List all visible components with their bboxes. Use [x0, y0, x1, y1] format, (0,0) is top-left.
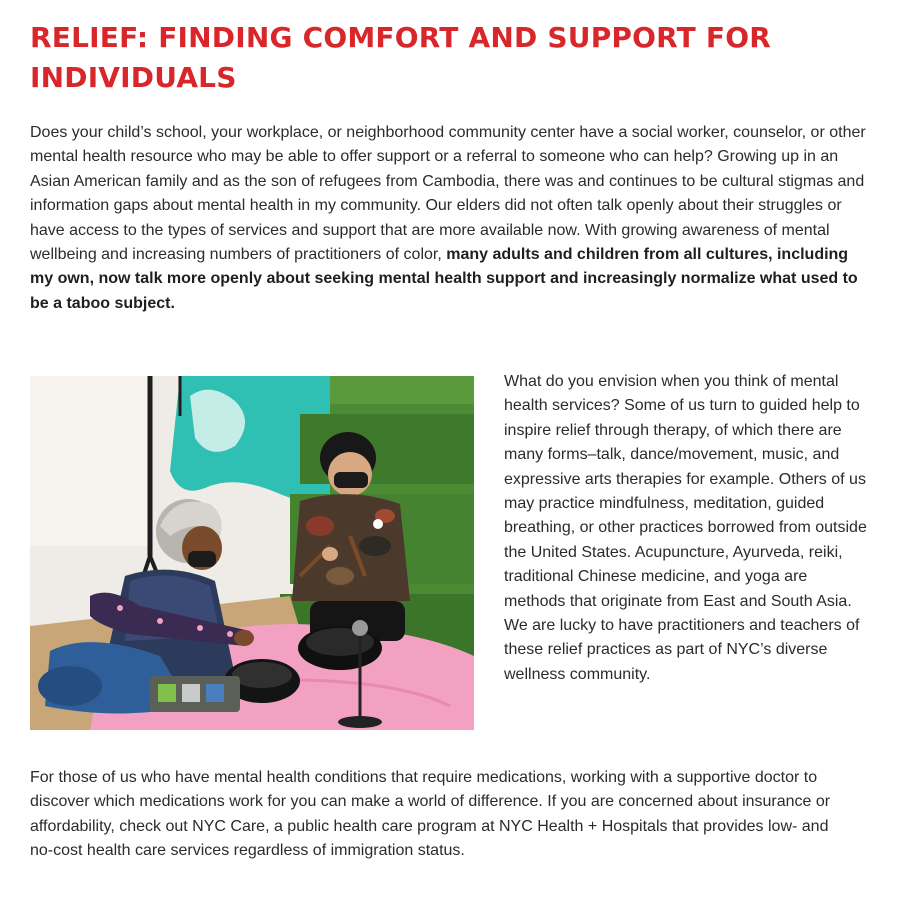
article-title: RELIEF: FINDING COMFORT AND SUPPORT FOR INDIVIDUALS [30, 21, 771, 94]
intro-paragraph-text: Does your child’s school, your workplace, or neighborhood community center have a social worker, counselor, or other mental health resource who may be able to offer support or a referral to someone who can help? Growing up in an Asian American family and as the son of refugees from Cambodia, there was and continues to be cultural stigmas and information gaps about mental health in my community. Our elders did not often talk openly about their struggles or have access to the types of services and support that are more available now. With growing awareness of mental wellbeing and increasing numbers of practitioners of color, [30, 124, 866, 264]
intro-paragraph-bold-text: many adults and children from all cultures, including my own, now talk more openly about seeking mental health support and increasingly normalize what used to be a taboo subject. [30, 246, 858, 312]
sound-therapy-photo [30, 376, 474, 730]
sound-therapy-illustration [30, 376, 474, 730]
therapy-paragraph: What do you envision when you think of mental health services? Some of us turn to guided help to inspire relief through therapy, of which there are many forms–talk, dance/movement, music, and expressive arts therapies for example. Others of us may practice mindfulness, meditation, guided breathing, or other practices borrowed from outside the United States. Acupuncture, Ayurveda, reiki, traditional Chinese medicine, and yoga are methods that originate from East and South Asia. We are lucky to have practitioners and teachers of these relief practices as part of NYC’s diverse wellness community. [504, 373, 867, 683]
medication-paragraph: For those of us who have mental health conditions that require medications, working with a supportive doctor to discover which medications work for you can make a world of difference. If you are concerned about insurance or affordability, check out NYC Care, a public health care program at NYC Health + Hospitals that provides low- and no-cost health care services regardless of immigration status. [30, 769, 831, 860]
intro-paragraph [30, 121, 870, 316]
